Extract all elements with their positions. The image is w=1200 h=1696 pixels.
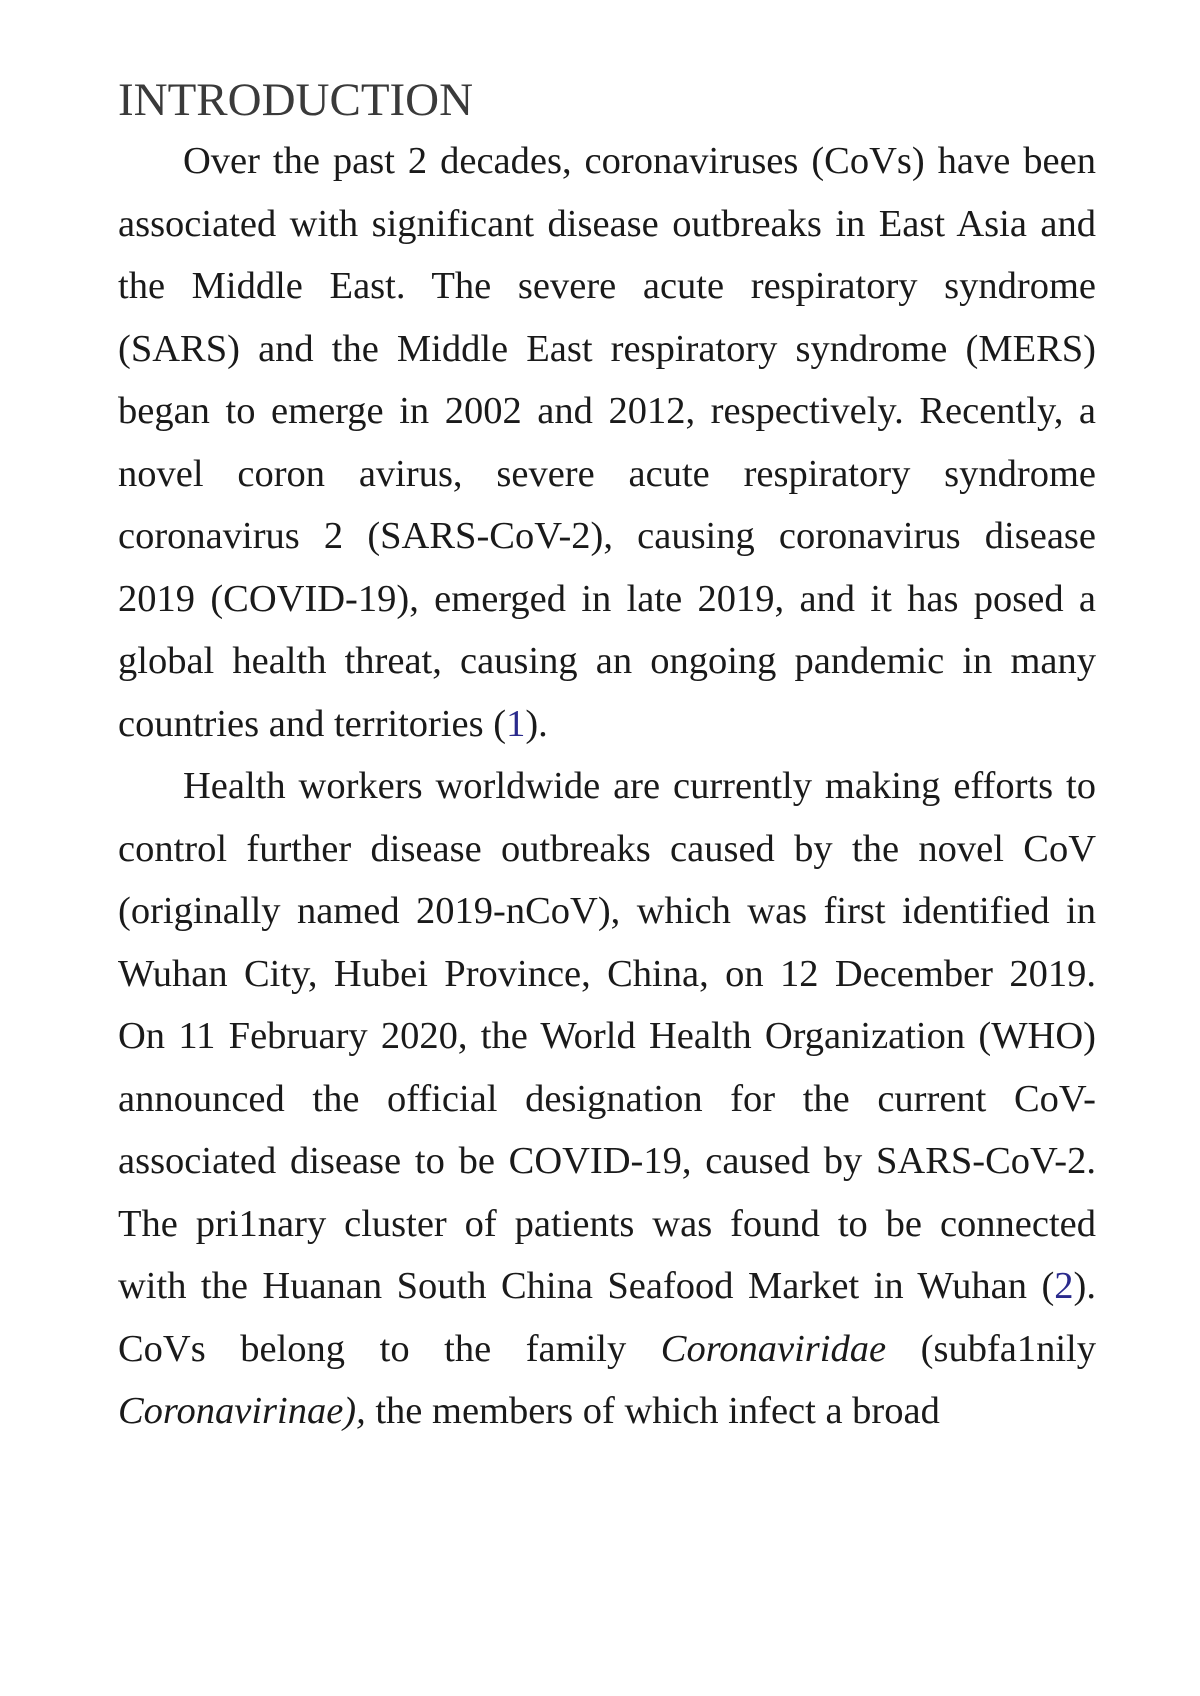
paragraph-1-text-b: ). xyxy=(525,702,548,745)
paragraph-2-text-d: the members of which infect a broad xyxy=(365,1390,940,1432)
paragraph-1 xyxy=(118,130,1096,755)
paragraph-2 xyxy=(118,755,1096,1443)
paragraph-2-text-b: ). CoVs belong to the family xyxy=(118,1265,1096,1370)
taxon-family-name: Coronaviridae xyxy=(660,1327,887,1370)
citation-link-1[interactable]: 1 xyxy=(506,702,526,745)
taxon-subfamily-name: Coronavirinae), xyxy=(118,1390,366,1432)
paragraph-2-text-a: Health workers worldwide are currently making efforts to control further disease outbreaks caused by the novel CoV (originally named 2019-nCoV), which was first identified in Wuhan City, Hubei Province, China, on 12 December 2019. On 11 February 2020, the World Health Organization (WHO) announced the official designation for the current CoV-associated disease to be COVID-19, caused by SARS-CoV-2. The pri1nary cluster of patients was found to be connected with the Huanan South China Seafood Market in Wuhan ( xyxy=(118,765,1096,1307)
paragraph-1-text-a: Over the past 2 decades, coronaviruses (CoVs) have been associated with significant disease outbreaks in East Asia and the Middle East. The severe acute respiratory syndrome (SARS) and the Middle East respiratory syndrome (MERS) began to emerge in 2002 and 2012, respectively. Recently, a novel coron avirus, severe acute respiratory syndrome coronavirus 2 (SARS-CoV-2), causing coronavirus disease 2019 (COVID-19), emerged in late 2019, and it has posed a global health threat, causing an ongoing pandemic in many countries and territories ( xyxy=(118,140,1096,745)
paragraph-2-text-c: (subfa1nily xyxy=(886,1327,1096,1370)
article-page xyxy=(118,70,1096,1443)
citation-link-2[interactable]: 2 xyxy=(1054,1265,1074,1307)
section-heading: INTRODUCTION xyxy=(118,74,474,126)
